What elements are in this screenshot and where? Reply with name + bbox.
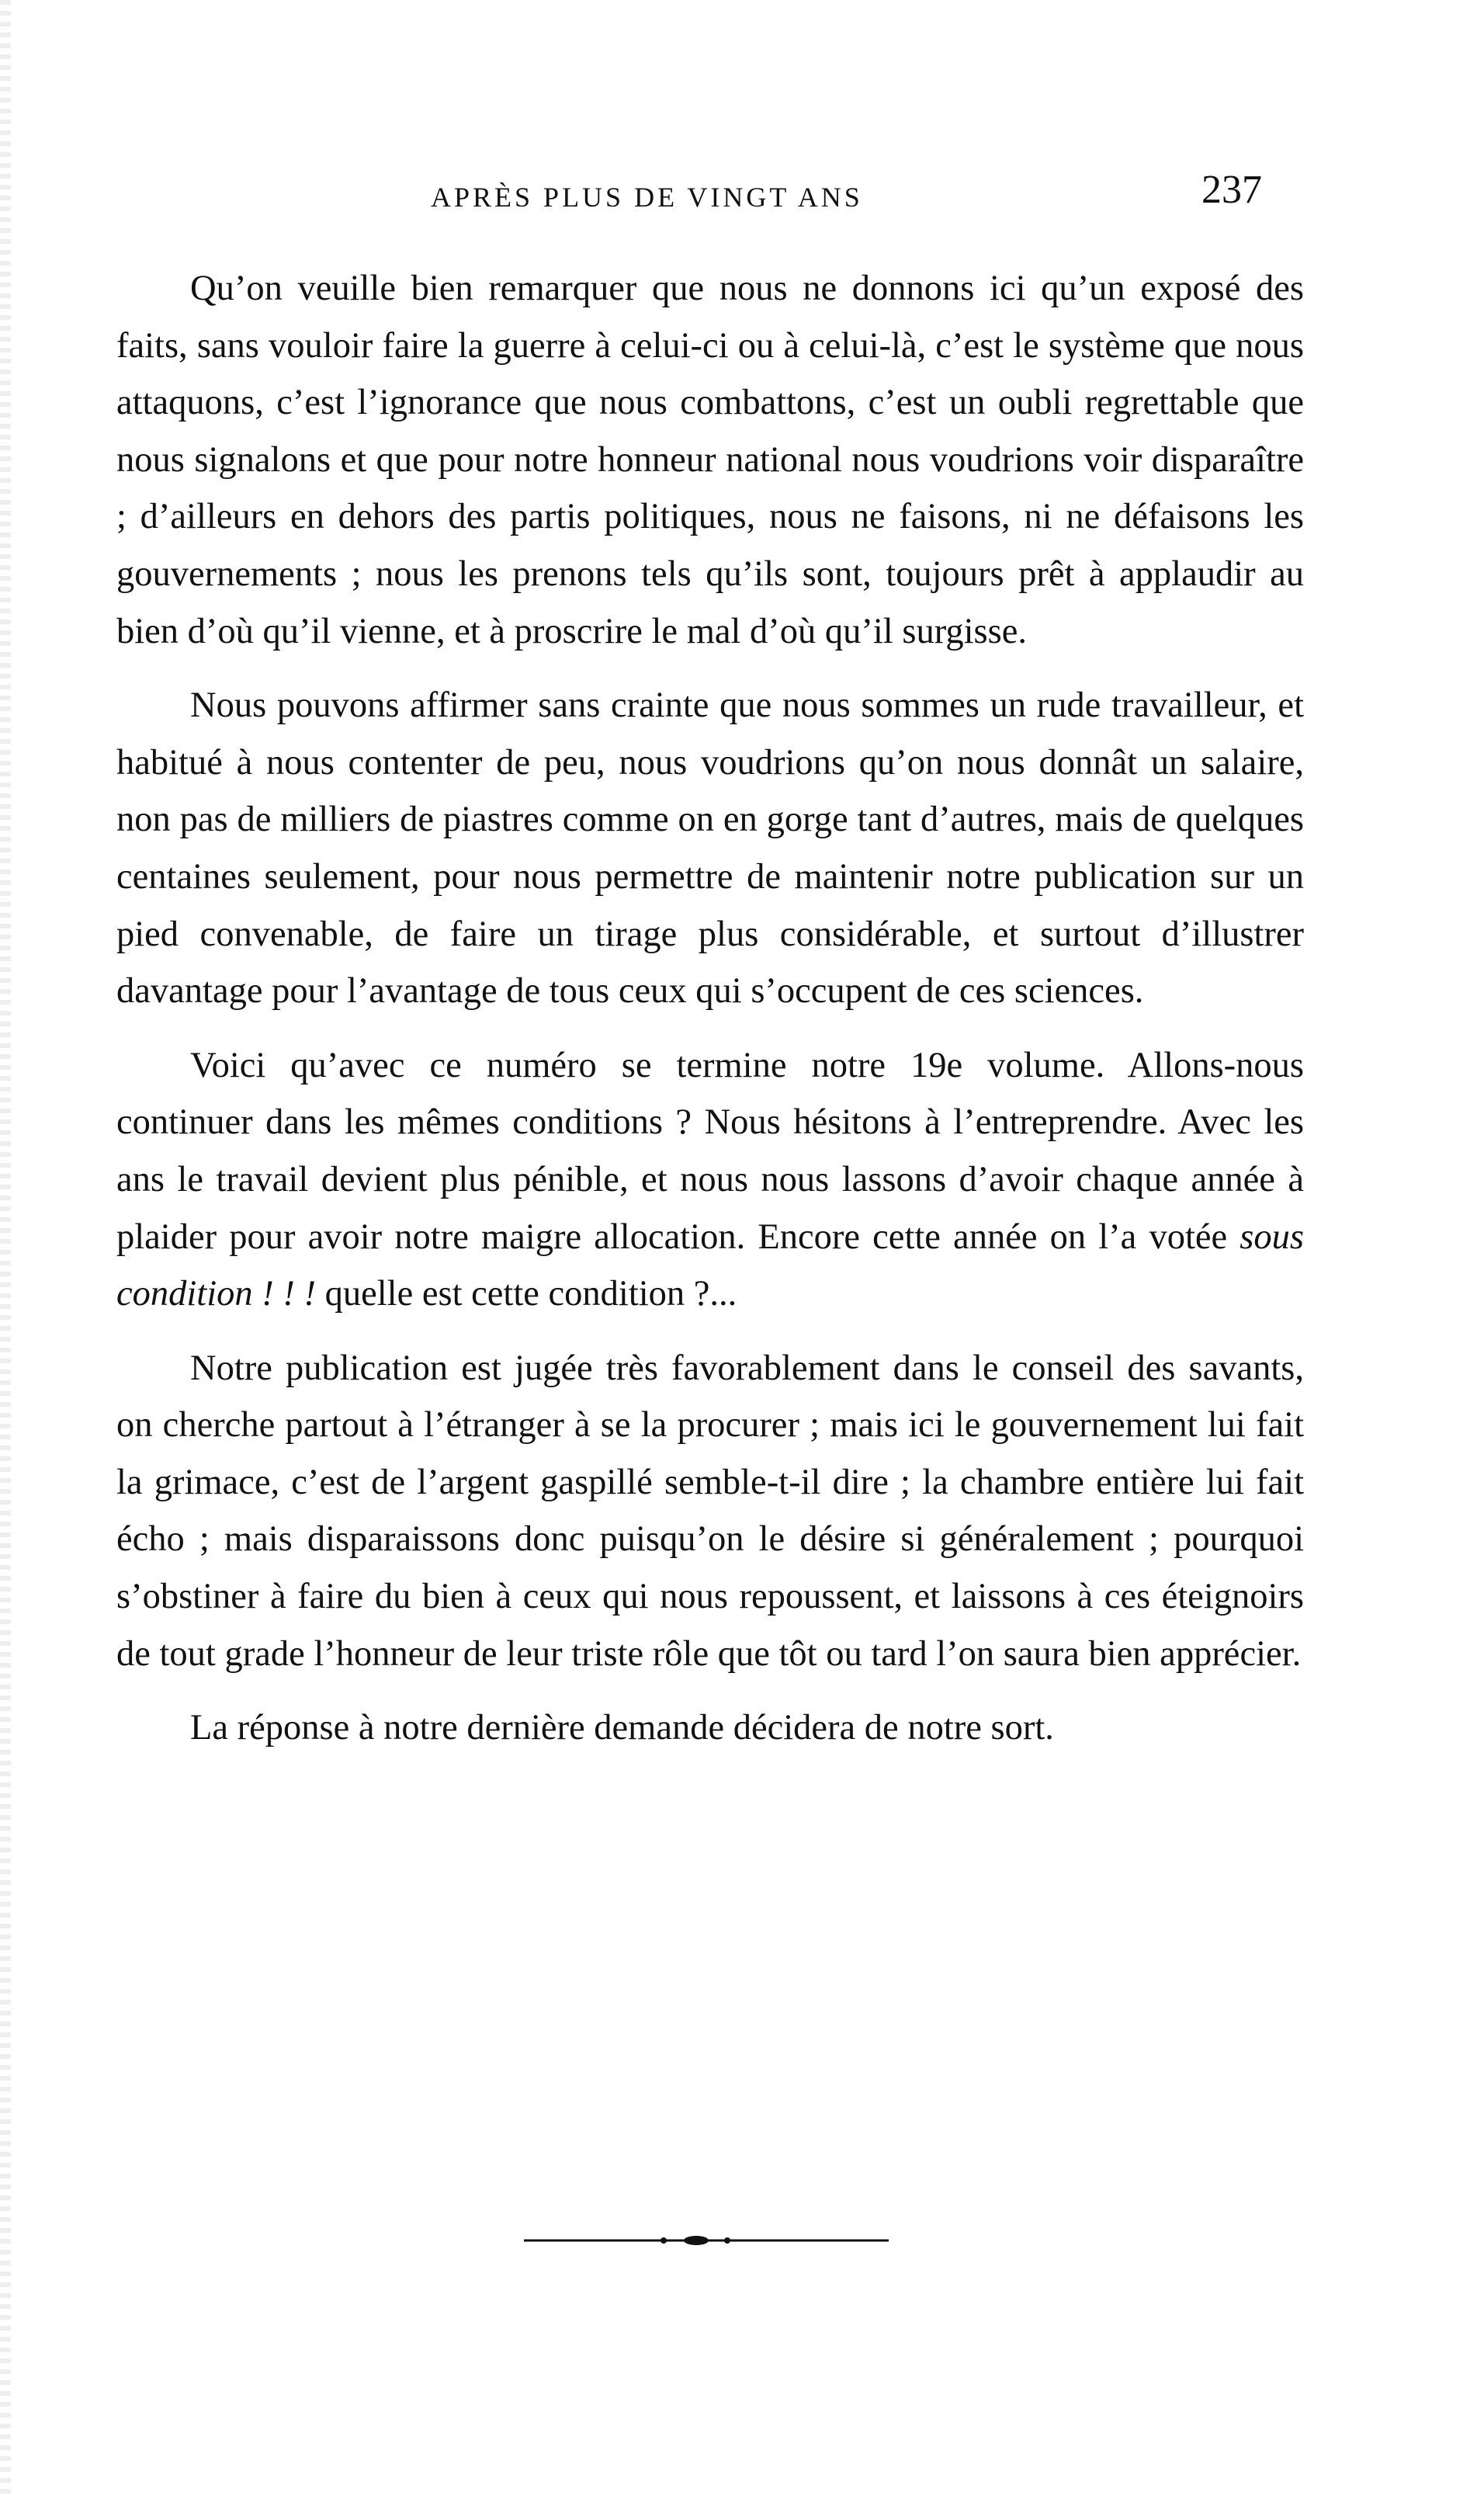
paragraph: Nous pouvons affirmer sans crainte que nous sommes un rude travailleur, et habitué à nous contenter de peu, nous voudrions qu’on nous donnât un salaire, non pas de milliers de piastres comme on en gorge tant d’autres, mais de quelques centaines seulement, pour nous permettre de maintenir notre publication sur un pied convenable, de faire un tirage plus considérable, et surtout d’illustrer davantage pour l’avantage de tous ceux qui s’occupent de ces sciences.: [116, 685, 1304, 1012]
paragraph: Notre publication est jugée très favorablement dans le conseil des savants, on cherche partout à l’étranger à se la procurer ; mais ici le gouvernement lui fait la grimace, c’est de l’argent gaspillé semble-t-il dire ; la chambre entière lui fait écho ; mais disparaissons donc puisqu’on le désire si généralement ; pourquoi s’obstiner à faire du bien à ceux qui nous repoussent, et laissons à ces éteignoirs de tout grade l’honneur de leur triste rôle que tôt ou tard l’on saura bien apprécier.: [116, 1348, 1304, 1674]
paragraph-text: Voici qu’avec ce numéro se termine notre 19e volume. Allons-nous continuer dans les mêmes conditions ? Nous hésitons à l’entreprendre. Avec les ans le travail devient plus pénible, et nous nous lassons d’avoir chaque année à plaider pour avoir notre maigre allocation. Encore cette année on l’a votée: [116, 1045, 1304, 1257]
paragraph: La réponse à notre dernière demande décidera de notre sort.: [190, 1708, 1054, 1748]
running-header: [0, 159, 1484, 229]
running-title: APRÈS PLUS DE VINGT ANS: [431, 182, 863, 213]
ornament-lozenge: [684, 2236, 709, 2245]
ornament-dot: [661, 2237, 667, 2244]
end-ornament: [524, 2233, 889, 2248]
paragraph-text: quelle est cette condition ?...: [315, 1274, 737, 1314]
paragraph: Qu’on veuille bien remarquer que nous ne donnons ici qu’un exposé des faits, sans vouloir faire la guerre à celui-ci ou à celui-là, c’est le système que nous attaquons, c’est l’ignorance que nous combattons, c’est un oubli regrettable que nous signalons et que pour notre honneur national nous voudrions voir disparaître ; d’ailleurs en dehors des partis politiques, nous ne faisons, ni ne défaisons les gouvernements ; nous les prenons tels qu’ils sont, toujours prêt à applaudir au bien d’où qu’il vienne, et à proscrire le mal d’où qu’il surgisse.: [116, 269, 1304, 651]
ornament-dot: [724, 2237, 730, 2244]
page-edge-shadow: [0, 0, 11, 2499]
paragraph: [116, 1037, 1304, 1323]
emphasis-text: sous condition ! ! !: [116, 1217, 1304, 1314]
page-number: 237: [1201, 168, 1262, 212]
body-text: [116, 260, 1304, 1774]
